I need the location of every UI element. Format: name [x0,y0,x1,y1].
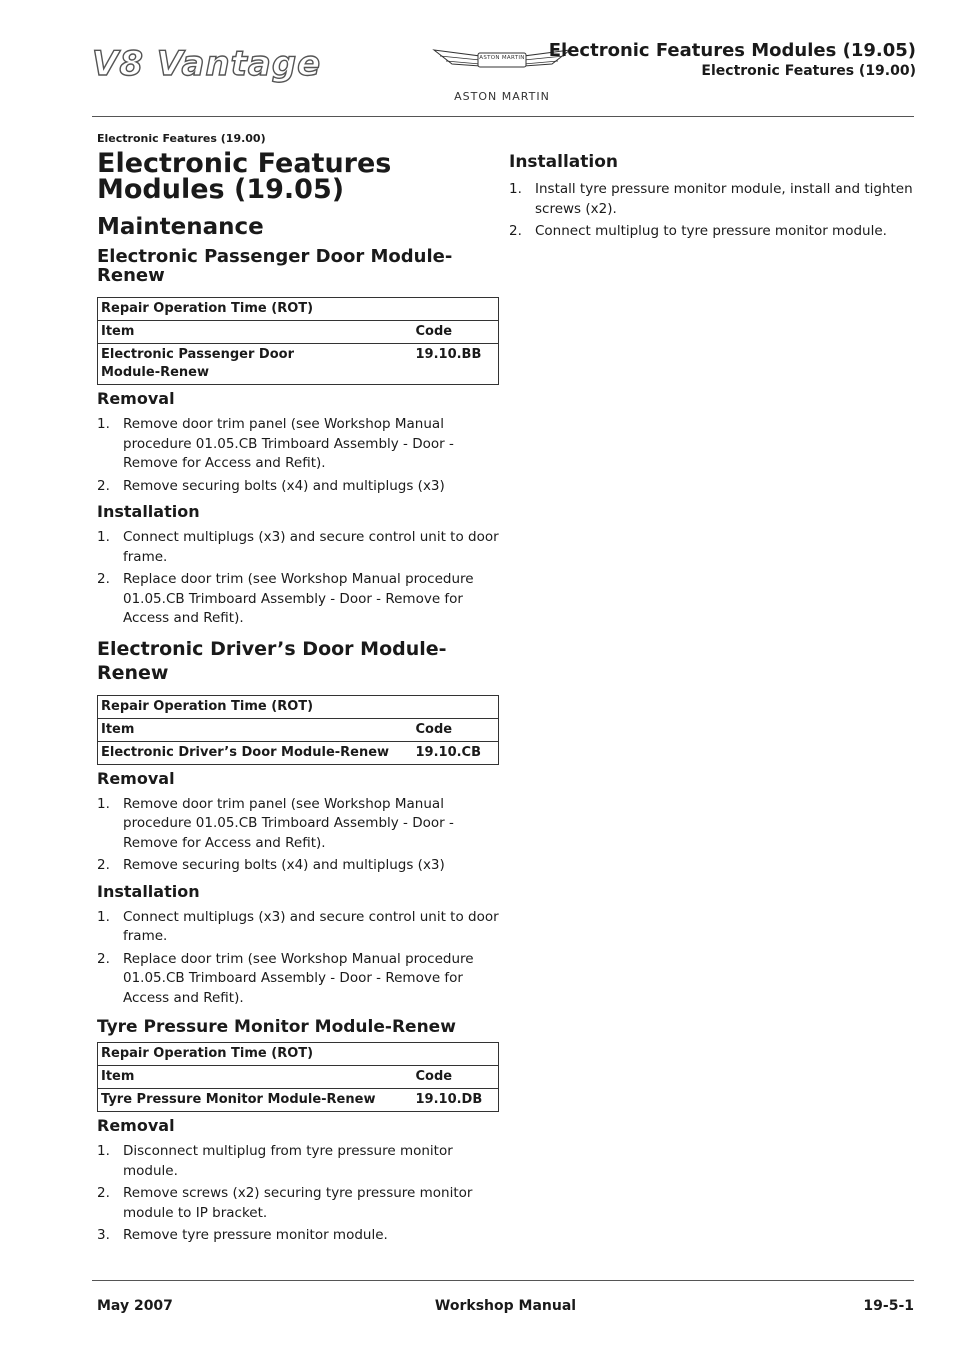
rot-row-item: Electronic Driver’s Door Module-Renew [98,741,413,764]
left-column [97,132,499,1252]
right-column [509,152,914,248]
list-item: 1. Connect multiplugs (x3) and secure control unit to door frame. [97,908,499,944]
removal-heading: Removal [97,768,175,788]
footer-manual-title: Workshop Manual [434,1298,577,1314]
section-heading-maintenance: Maintenance [97,214,264,240]
installation-steps [97,908,499,1009]
heading-driver-door-module: Electronic Driver’s Door Module-Renew [97,637,447,684]
footer-date: May 2007 [97,1298,173,1314]
logo-badge-text: ASTON MARTIN [479,55,525,61]
rot-table-driver [97,695,499,765]
rot-caption: Repair Operation Time (ROT) [98,298,499,321]
removal-steps [97,415,499,496]
heading-passenger-door-module: Electronic Passenger Door Module-Renew [97,246,453,286]
header-subtitle: Electronic Features (19.00) [701,63,916,79]
removal-heading: Removal [97,389,175,408]
heading-tyre-pressure-module: Tyre Pressure Monitor Module-Renew [97,1017,456,1037]
rot-col-code: Code [413,321,499,344]
rot-row-code: 19.10.BB [413,344,499,385]
rot-table-passenger [97,297,499,385]
list-item: 1. Disconnect multiplug from tyre pressure monitor module. [97,1143,453,1179]
rot-col-item: Item [98,321,413,344]
rot-row-code: 19.10.CB [413,741,499,764]
installation-steps [509,180,914,242]
list-item: 2. Remove securing bolts (x4) and multiplugs (x3) [97,857,445,873]
list-item: 1. Connect multiplugs (x3) and secure control unit to door frame. [97,529,499,565]
removal-steps [97,1142,499,1246]
list-item: 2. Connect multiplug to tyre pressure monitor module. [509,223,887,239]
page-header [0,0,960,118]
installation-heading: Installation [97,502,200,521]
page-title: Electronic Features Modules (19.05) [97,148,392,205]
rot-row-item: Tyre Pressure Monitor Module-Renew [98,1089,413,1112]
footer-page-number: 19-5-1 [863,1298,914,1314]
list-item: 1. Remove door trim panel (see Workshop Manual procedure 01.05.CB Trimboard Assembly - Door - Remove for Access and Refit). [97,795,454,851]
list-item: 1. Remove door trim panel (see Workshop Manual procedure 01.05.CB Trimboard Assembly - Door - Remove for Access and Refit). [97,416,454,471]
list-item: 3. Remove tyre pressure monitor module. [97,1227,388,1243]
rot-col-item: Item [98,1066,413,1089]
rot-caption: Repair Operation Time (ROT) [98,1043,499,1066]
list-item: 2. Replace door trim (see Workshop Manual procedure 01.05.CB Trimboard Assembly - Door - Remove for Access and Refit). [97,571,474,626]
rot-col-item: Item [98,718,413,741]
logo-wordmark: ASTON MARTIN [454,90,550,103]
rot-row-item: Electronic Passenger Door Module-Renew [98,344,413,385]
footer-divider [92,1280,914,1281]
list-item: 2. Replace door trim (see Workshop Manual procedure 01.05.CB Trimboard Assembly - Door - Remove for Access and Refit). [97,950,474,1006]
rot-col-code: Code [413,718,499,741]
rot-col-code: Code [413,1066,499,1089]
rot-table-tyre-pressure [97,1042,499,1112]
installation-heading: Installation [509,152,619,172]
rot-caption: Repair Operation Time (ROT) [98,695,499,718]
installation-steps [97,528,499,629]
list-item: 1. Install tyre pressure monitor module, install and tighten screws (x2). [509,181,913,217]
header-title: Electronic Features Modules (19.05) [548,40,916,61]
page-footer [97,1298,914,1318]
rot-row-code: 19.10.DB [413,1089,499,1112]
list-item: 2. Remove securing bolts (x4) and multiplugs (x3) [97,477,445,494]
removal-steps [97,795,499,876]
list-item: 2. Remove screws (x2) securing tyre pressure monitor module to IP bracket. [97,1185,473,1221]
removal-heading: Removal [97,1116,175,1135]
breadcrumb: Electronic Features (19.00) [97,132,266,145]
header-titles [549,40,916,80]
brand-logo-text: V8 Vantage [92,44,322,84]
installation-heading: Installation [97,881,200,901]
header-divider [92,116,914,117]
